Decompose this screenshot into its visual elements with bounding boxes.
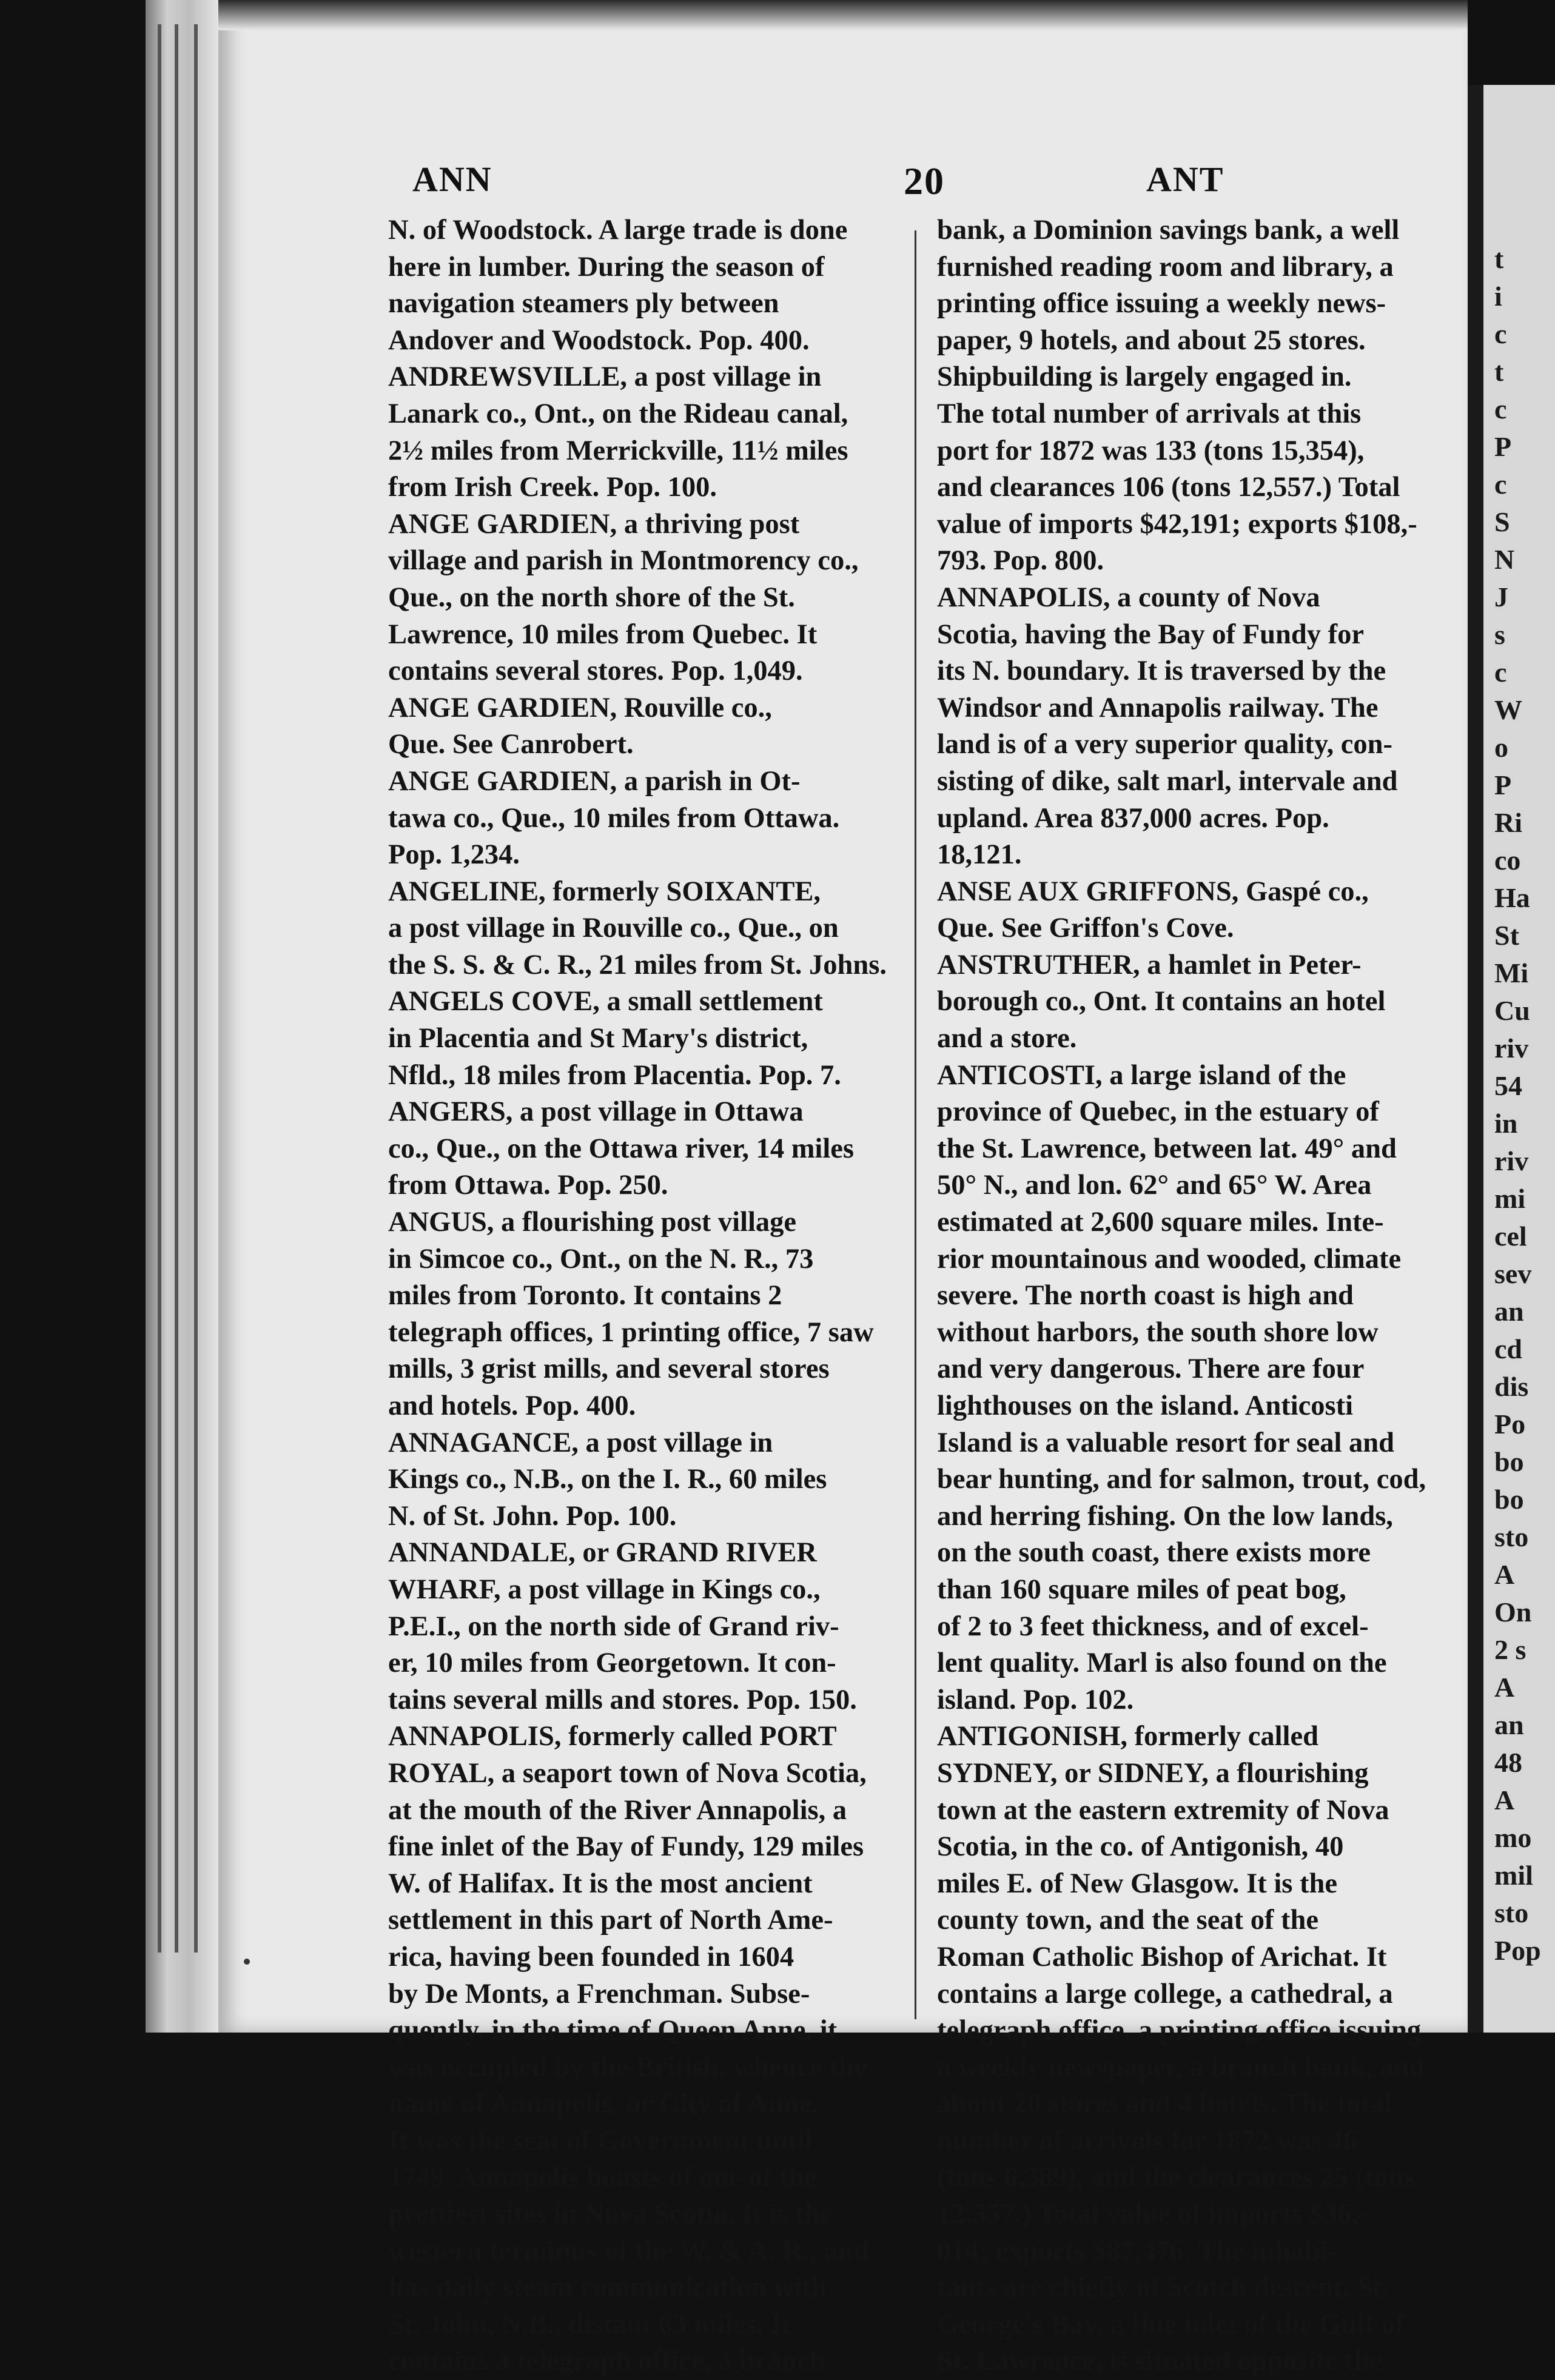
fragment-text: sto	[1494, 1521, 1529, 1552]
text-line: quently, in the time of Queen Anne, it	[388, 2015, 838, 2046]
text-line: from Irish Creek. Pop. 100.	[388, 472, 717, 503]
text-line: lent quality. Marl is also found on the	[937, 1648, 1387, 1679]
text-line: ANNAPOLIS, formerly called PORT	[388, 1721, 837, 1752]
text-line: its N. boundary. It is traversed by the	[937, 655, 1386, 687]
fragment-text: co	[1494, 845, 1521, 876]
text-line: ANGE GARDIEN, a parish in Ot-	[388, 765, 801, 797]
fragment-text: bo	[1494, 1484, 1524, 1515]
text-line: bank, a Dominion savings bank, a well	[937, 215, 1400, 246]
fragment-text: sev	[1494, 1258, 1532, 1289]
fragment-text: cel	[1494, 1221, 1527, 1252]
text-line: here in lumber. During the season of	[388, 251, 825, 283]
fragment-text: W	[1494, 694, 1522, 725]
fragment-text: N	[1494, 544, 1515, 575]
running-head-right: ANT	[1146, 159, 1224, 199]
text-line: land is of a very superior quality, con-	[937, 729, 1392, 760]
right-column	[937, 212, 1446, 2380]
text-line: 793. Pop. 800.	[937, 545, 1104, 577]
text-line: Island is a valuable resort for seal and	[937, 1427, 1394, 1458]
text-line: contains a large college, a cathedral, a	[937, 1978, 1393, 2010]
fragment-text: A	[1494, 1559, 1515, 1590]
text-line: has daily steam communication with	[388, 2272, 827, 2304]
fragment-text: 48	[1494, 1747, 1522, 1778]
text-line: Lawrence, 10 miles from Quebec. It	[388, 618, 818, 650]
ink-dot	[244, 1959, 250, 1965]
fragment-text: Pop	[1494, 1935, 1541, 1966]
fragment-text: an	[1494, 1296, 1524, 1327]
fragment-text: c	[1494, 657, 1507, 688]
page-edge	[194, 24, 198, 1953]
page-edge	[175, 24, 178, 1953]
text-line: in Placentia and St Mary's district,	[388, 1023, 808, 1054]
text-line: ANGE GARDIEN, Rouville co.,	[388, 692, 772, 723]
text-line: tants are chiefly of Scotch descent. St.	[937, 2272, 1389, 2304]
text-line: from Ottawa. Pop. 250.	[388, 1170, 668, 1201]
text-line: ANDREWSVILLE, a post village in	[388, 361, 822, 393]
text-line: printing office issuing a weekly news-	[937, 288, 1386, 320]
text-line: of 2 to 3 feet thickness, and of excel-	[937, 1611, 1369, 1642]
text-line: by De Monts, a Frenchman. Subse-	[388, 1978, 810, 2010]
text-line: navigation steamers ply between	[388, 288, 779, 320]
text-line: N. of Woodstock. A large trade is done	[388, 215, 848, 246]
text-line: St. John, N.B., distant 63 miles. It	[388, 2308, 791, 2340]
left-column	[388, 212, 898, 2380]
text-line: was occupied by the British, whence the	[388, 2051, 867, 2083]
fragment-text: St	[1494, 920, 1519, 951]
fragment-text: P	[1494, 431, 1512, 462]
text-line: severe. The north coast is high and	[937, 1280, 1354, 1312]
fragment-text: sto	[1494, 1897, 1529, 1928]
fragment-text: A	[1494, 1672, 1515, 1703]
text-line: er, 10 miles from Georgetown. It con-	[388, 1648, 836, 1679]
text-line: province of Quebec, in the estuary of	[937, 1096, 1379, 1128]
fragment-text: dis	[1494, 1371, 1529, 1402]
text-line: Lanark co., Ont., on the Rideau canal,	[388, 398, 848, 429]
fragment-text: S	[1494, 506, 1510, 537]
fragment-text: i	[1494, 281, 1502, 312]
text-line: ANTICOSTI, a large island of the	[937, 1059, 1346, 1091]
text-line: fine inlet of the Bay of Fundy, 129 miles	[388, 1831, 864, 1863]
adjacent-page-fragment	[1468, 85, 1555, 2033]
text-line: a weekly newspaper, a branch bank, and	[937, 2051, 1425, 2083]
text-line: than 160 square miles of peat bog,	[937, 1574, 1346, 1605]
text-line: P.E.I., on the north side of Grand riv-	[388, 1611, 839, 1642]
fragment-text: cd	[1494, 1333, 1522, 1364]
fragment-text: in	[1494, 1108, 1518, 1139]
fragment-text: riv	[1494, 1033, 1529, 1064]
text-line: Shipbuilding is largely engaged in.	[937, 361, 1352, 393]
text-line: town at the eastern extremity of Nova	[937, 1794, 1389, 1826]
text-line: rica, having been founded in 1604	[388, 1941, 794, 1973]
text-line: Pop. 1,234.	[388, 839, 520, 871]
text-line: telegraph offices, 1 printing office, 7 saw	[388, 1316, 874, 1348]
text-line: western terminus of the W. & A. R., and	[388, 2235, 870, 2267]
text-line: co., Que., on the Ottawa river, 14 miles	[388, 1133, 854, 1164]
text-line: prettiest sites in Nova Scotia. It is the	[388, 2199, 833, 2230]
fragment-text: c	[1494, 469, 1507, 500]
text-line: ANNAGANCE, a post village in	[388, 1427, 773, 1458]
text-line: and clearances 106 (tons 12,557.) Total	[937, 472, 1400, 503]
text-line: (tons 6,389), and the clearances 25 (tons	[937, 2162, 1415, 2193]
text-line: ANNANDALE, or GRAND RIVER	[388, 1537, 817, 1569]
fragment-text: mil	[1494, 1860, 1533, 1891]
fragment-text: P	[1494, 769, 1512, 800]
text-line: and hotels. Pop. 400.	[388, 1390, 636, 1421]
text-line: in Simcoe co., Ont., on the N. R., 73	[388, 1243, 814, 1275]
text-line: 1749. Annapolis boasts of one of the	[388, 2162, 817, 2193]
text-line: a post village in Rouville co., Que., on	[388, 913, 839, 944]
text-line: ROYAL, a seaport town of Nova Scotia,	[388, 1757, 867, 1789]
text-line: number of arrivals for 1872 was 46	[937, 2125, 1358, 2156]
text-line: The total number of arrivals at this	[937, 398, 1362, 429]
text-line: ANSE AUX GRIFFONS, Gaspé co.,	[937, 876, 1369, 907]
fragment-text: s	[1494, 619, 1505, 650]
fragment-text: o	[1494, 732, 1508, 763]
text-line: 12,557.) Total value of imports $36,-	[937, 2199, 1368, 2230]
text-line: miles from Toronto. It contains 2	[388, 1280, 782, 1312]
text-line: It was the seat of Government until	[388, 2125, 813, 2156]
text-line: without harbors, the south shore low	[937, 1316, 1379, 1348]
fragment-text: 2 s	[1494, 1634, 1526, 1665]
text-line: 014; exports $87,476. The inhabi-	[937, 2235, 1338, 2267]
page-edge	[158, 24, 161, 1953]
text-line: tains several mills and stores. Pop. 150.	[388, 1684, 857, 1715]
text-line: the St. Lawrence, between lat. 49° and	[937, 1133, 1397, 1164]
text-line: Que. See Griffon's Cove.	[937, 913, 1234, 944]
text-line: upland. Area 837,000 acres. Pop.	[937, 802, 1329, 834]
text-line: sisting of dike, salt marl, intervale and	[937, 765, 1398, 797]
text-line: ANGELINE, formerly SOIXANTE,	[388, 876, 821, 907]
text-line: rior mountainous and wooded, climate	[937, 1243, 1402, 1275]
page-shadow	[218, 0, 1468, 30]
text-line: 18,121.	[937, 839, 1022, 871]
page-number: 20	[904, 159, 945, 203]
fragment-text: t	[1494, 243, 1504, 274]
fragment-text: t	[1494, 356, 1504, 387]
fragment-text: c	[1494, 318, 1507, 349]
text-line: ANGERS, a post village in Ottawa	[388, 1096, 804, 1128]
text-line: ANNAPOLIS, a county of Nova	[937, 582, 1320, 613]
text-line: ANGELS COVE, a small settlement	[388, 986, 823, 1017]
text-line: contains a telegraph office, a branch	[388, 2345, 825, 2377]
text-line: Kings co., N.B., on the I. R., 60 miles	[388, 1464, 827, 1495]
text-line: borough co., Ont. It contains an hotel	[937, 986, 1386, 1017]
text-line: telegraph office, a printing office issuing	[937, 2015, 1422, 2046]
text-line: Scotia, in the co. of Antigonish, 40	[937, 1831, 1344, 1863]
text-line: Roman Catholic Bishop of Arichat. It	[937, 1941, 1387, 1973]
text-line: furnished reading room and library, a	[937, 251, 1394, 283]
text-line: ANSTRUTHER, a hamlet in Peter-	[937, 949, 1362, 980]
text-line: Que., on the north shore of the St.	[388, 582, 795, 613]
text-line: Andover and Woodstock. Pop. 400.	[388, 324, 810, 356]
text-line: SYDNEY, or SIDNEY, a flourishing	[937, 1757, 1369, 1789]
book-edge-stack	[146, 0, 218, 2033]
text-line: and a store.	[937, 1023, 1077, 1054]
text-line: settlement in this part of North Ame-	[388, 1905, 833, 1936]
column-rule	[915, 230, 916, 2019]
text-line: village and parish in Montmorency co.,	[388, 545, 859, 577]
text-line: Nfld., 18 miles from Placentia. Pop. 7.	[388, 1059, 841, 1091]
text-line: lighthouses on the island. Anticosti	[937, 1390, 1354, 1421]
fragment-text: mo	[1494, 1822, 1532, 1853]
fragment-text: Po	[1494, 1409, 1526, 1440]
text-line: N. of St. John. Pop. 100.	[388, 1500, 677, 1532]
text-line: George's Bay, a fine inlet of the Gulf of	[937, 2308, 1405, 2340]
text-line: value of imports $42,191; exports $108,-	[937, 508, 1417, 540]
text-line: name of Annapolis, or City of Anne.	[388, 2088, 819, 2120]
text-line: the S. S. & C. R., 21 miles from St. Johns.	[388, 949, 887, 980]
text-line: 2½ miles from Merrickville, 11½ miles	[388, 435, 848, 466]
text-line: Windsor and Annapolis railway. The	[937, 692, 1379, 723]
fragment-text: riv	[1494, 1145, 1529, 1176]
fragment-text: Cu	[1494, 995, 1530, 1026]
text-line: W. of Halifax. It is the most ancient	[388, 1868, 813, 1899]
text-line: bear hunting, and for salmon, trout, cod,	[937, 1464, 1426, 1495]
running-head-left: ANN	[412, 159, 492, 199]
fragment-text: Ri	[1494, 807, 1522, 838]
text-line: and very dangerous. There are four	[937, 1353, 1365, 1385]
text-line: ANGUS, a flourishing post village	[388, 1207, 797, 1238]
text-line: and herring fishing. On the low lands,	[937, 1500, 1393, 1532]
text-line: miles E. of New Glasgow. It is the	[937, 1868, 1338, 1899]
fragment-text: 54	[1494, 1070, 1522, 1101]
fragment-text: On	[1494, 1597, 1532, 1627]
text-line: island. Pop. 102.	[937, 1684, 1134, 1715]
text-line: 50° N., and lon. 62° and 65° W. Area	[937, 1170, 1372, 1201]
text-line: county town, and the seat of the	[937, 1905, 1319, 1936]
fragment-text: c	[1494, 394, 1507, 424]
fragment-text: bo	[1494, 1446, 1524, 1477]
text-line: ANTIGONISH, formerly called	[937, 1721, 1318, 1752]
fragment-text: Ha	[1494, 882, 1530, 913]
text-line: St. Lawrence, is situated opposite the	[937, 2345, 1383, 2377]
text-line: Que. See Canrobert.	[388, 729, 634, 760]
text-line: port for 1872 was 133 (tons 15,354),	[937, 435, 1365, 466]
text-line: about 20 stores and 4 hotels. The total	[937, 2088, 1392, 2120]
text-line: ANGE GARDIEN, a thriving post	[388, 508, 800, 540]
text-line: mills, 3 grist mills, and several stores	[388, 1353, 830, 1385]
text-line: Scotia, having the Bay of Fundy for	[937, 618, 1365, 650]
fragment-text: mi	[1494, 1183, 1526, 1214]
fragment-text: Mi	[1494, 957, 1529, 988]
fragment-text: an	[1494, 1709, 1524, 1740]
fragment-text: A	[1494, 1785, 1515, 1815]
text-line: WHARF, a post village in Kings co.,	[388, 1574, 821, 1605]
fragment-text: J	[1494, 582, 1508, 612]
text-line: estimated at 2,600 square miles. Inte-	[937, 1207, 1384, 1238]
text-line: on the south coast, there exists more	[937, 1537, 1371, 1569]
text-line: contains several stores. Pop. 1,049.	[388, 655, 803, 687]
text-line: paper, 9 hotels, and about 25 stores.	[937, 324, 1366, 356]
text-line: tawa co., Que., 10 miles from Ottawa.	[388, 802, 840, 834]
text-line: at the mouth of the River Annapolis, a	[388, 1794, 847, 1826]
